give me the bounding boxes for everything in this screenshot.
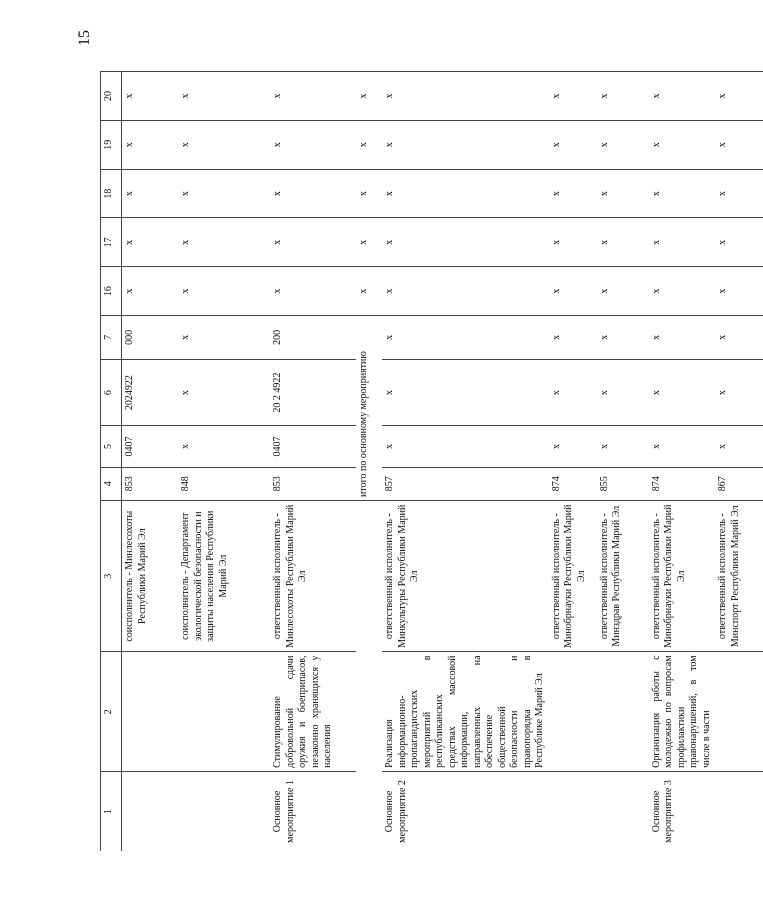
table-body (122, 72, 763, 852)
table-cell: x (122, 169, 179, 218)
table-cell: 853 (270, 467, 356, 500)
table-cell (122, 771, 179, 851)
column-header: 4 (101, 467, 122, 500)
table-cell: 000 (122, 316, 179, 360)
table-cell: 857 (382, 467, 549, 500)
table-cell: x (178, 316, 270, 360)
table-cell: 0407 (122, 426, 179, 467)
column-header: 5 (101, 426, 122, 467)
table-row (356, 72, 382, 852)
table-cell: x (649, 72, 716, 121)
table-cell: x (549, 218, 597, 267)
table-cell: x (715, 359, 763, 426)
table-cell: x (356, 267, 382, 316)
table-cell: x (715, 120, 763, 169)
table-cell: x (715, 267, 763, 316)
table-cell: x (122, 72, 179, 121)
table-cell: 874 (649, 467, 716, 500)
table-cell: x (649, 316, 716, 360)
table-cell: x (549, 72, 597, 121)
column-header: 18 (101, 169, 122, 218)
table-cell: x (356, 218, 382, 267)
table-cell: x (597, 218, 649, 267)
table-cell: x (356, 120, 382, 169)
table-cell: x (270, 72, 356, 121)
table-cell: 0407 (270, 426, 356, 467)
program-table (100, 71, 763, 851)
column-header: 16 (101, 267, 122, 316)
table-cell: x (549, 267, 597, 316)
table-cell: ответственный исполнитель - Минкультуры Республики Марий Эл (382, 500, 549, 652)
table-cell: 855 (597, 467, 649, 500)
table-cell: x (178, 267, 270, 316)
table-cell: x (178, 120, 270, 169)
column-header: 7 (101, 316, 122, 360)
table-cell: x (649, 169, 716, 218)
table-cell: 200 (270, 316, 356, 360)
table-cell: Реализация информационно-пропагандистских мероприятий в республиканских средствах массовой информации, направленных на обеспечение общественной безопасности и правопорядка в Республике Марий Эл (382, 652, 549, 771)
table-cell: x (549, 120, 597, 169)
table-cell (178, 771, 270, 851)
table-cell: x (178, 426, 270, 467)
table-cell: x (356, 169, 382, 218)
table-cell: x (549, 359, 597, 426)
table-cell (715, 771, 763, 851)
table-cell: Стимулирование добровольной сдачи оружия и боеприпасов, незаконно хранящихся у населения (270, 652, 356, 771)
table-cell: x (597, 267, 649, 316)
table-cell: x (649, 218, 716, 267)
table-cell: x (270, 218, 356, 267)
table-row (382, 72, 549, 852)
table-cell: x (597, 426, 649, 467)
table-cell: x (382, 218, 549, 267)
table-cell: x (382, 316, 549, 360)
rotated-table-page (100, 71, 741, 851)
table-cell: x (549, 426, 597, 467)
table-cell: x (382, 426, 549, 467)
table-cell: x (597, 169, 649, 218)
table-cell: ответственный исполнитель - Минздрав Республики Марий Эл (597, 500, 649, 652)
table-cell: x (382, 169, 549, 218)
table-cell: x (270, 169, 356, 218)
table-row (178, 72, 270, 852)
table-cell: соисполнитель - Минлесохоты Республики Марий Эл (122, 500, 179, 652)
table-cell: Основное мероприятие 2 (382, 771, 549, 851)
table-cell: x (122, 120, 179, 169)
table-cell: соисполнитель - Департамент экологической безопасности и защиты населения Республики Марий Эл (178, 500, 270, 652)
column-header: 19 (101, 120, 122, 169)
table-cell (178, 652, 270, 771)
table-cell: x (597, 359, 649, 426)
table-cell: 2024922 (122, 359, 179, 426)
table-cell: x (382, 72, 549, 121)
table-cell (549, 652, 597, 771)
table-cell: x (549, 316, 597, 360)
table-row (549, 72, 597, 852)
table-row (597, 72, 649, 852)
table-cell: x (382, 120, 549, 169)
column-header: 6 (101, 359, 122, 426)
table-cell: x (597, 72, 649, 121)
table-header-row (101, 72, 122, 852)
table-cell: x (178, 72, 270, 121)
table-cell: x (178, 218, 270, 267)
table-row (715, 72, 763, 852)
table-cell: Основное мероприятие 3 (649, 771, 716, 851)
table-cell: ответственный исполнитель - Минобрнауки Республики Марий Эл (549, 500, 597, 652)
table-cell: x (649, 120, 716, 169)
table-cell: итого по основному мероприятию (356, 316, 382, 501)
table-row (649, 72, 716, 852)
table-cell: x (356, 72, 382, 121)
table-cell: 874 (549, 467, 597, 500)
table-cell: x (122, 267, 179, 316)
table-cell: Основное мероприятие 1 (270, 771, 356, 851)
table-cell: x (649, 426, 716, 467)
table-cell: 853 (122, 467, 179, 500)
table-cell: x (715, 72, 763, 121)
table-cell: ответственный исполнитель - Минлесохоты Республики Марий Эл (270, 500, 356, 652)
table-cell: x (597, 120, 649, 169)
table-cell: ответственный исполнитель - Минспорт Республики Марий Эл (715, 500, 763, 652)
table-cell: x (715, 316, 763, 360)
table-cell: 867 (715, 467, 763, 500)
table-cell: 20 2 4922 (270, 359, 356, 426)
table-row (270, 72, 356, 852)
table-cell: x (270, 120, 356, 169)
table-cell: x (178, 359, 270, 426)
column-header: 1 (101, 771, 122, 851)
table-cell: ответственный исполнитель - Минобрнауки Республики Марий Эл (649, 500, 716, 652)
table-cell: x (122, 218, 179, 267)
table-cell: Организация работы с молодежью по вопросам профилактики правонарушений, в том числе в части (649, 652, 716, 771)
table-cell (597, 652, 649, 771)
table-cell: x (715, 426, 763, 467)
column-header: 3 (101, 500, 122, 652)
table-cell: x (715, 218, 763, 267)
column-header: 17 (101, 218, 122, 267)
table-cell (715, 652, 763, 771)
table-cell: x (715, 169, 763, 218)
table-cell: x (382, 359, 549, 426)
column-header: 20 (101, 72, 122, 121)
table-cell: 848 (178, 467, 270, 500)
table-cell: x (270, 267, 356, 316)
table-cell (597, 771, 649, 851)
page-number: 15 (76, 30, 93, 46)
table-cell: x (382, 267, 549, 316)
column-header: 2 (101, 652, 122, 771)
table-cell: x (597, 316, 649, 360)
table-row (122, 72, 179, 852)
table-cell: x (649, 267, 716, 316)
table-cell: x (649, 359, 716, 426)
table-cell (122, 652, 179, 771)
table-cell: x (549, 169, 597, 218)
table-cell (549, 771, 597, 851)
table-cell: x (178, 169, 270, 218)
table-cell (356, 500, 382, 851)
